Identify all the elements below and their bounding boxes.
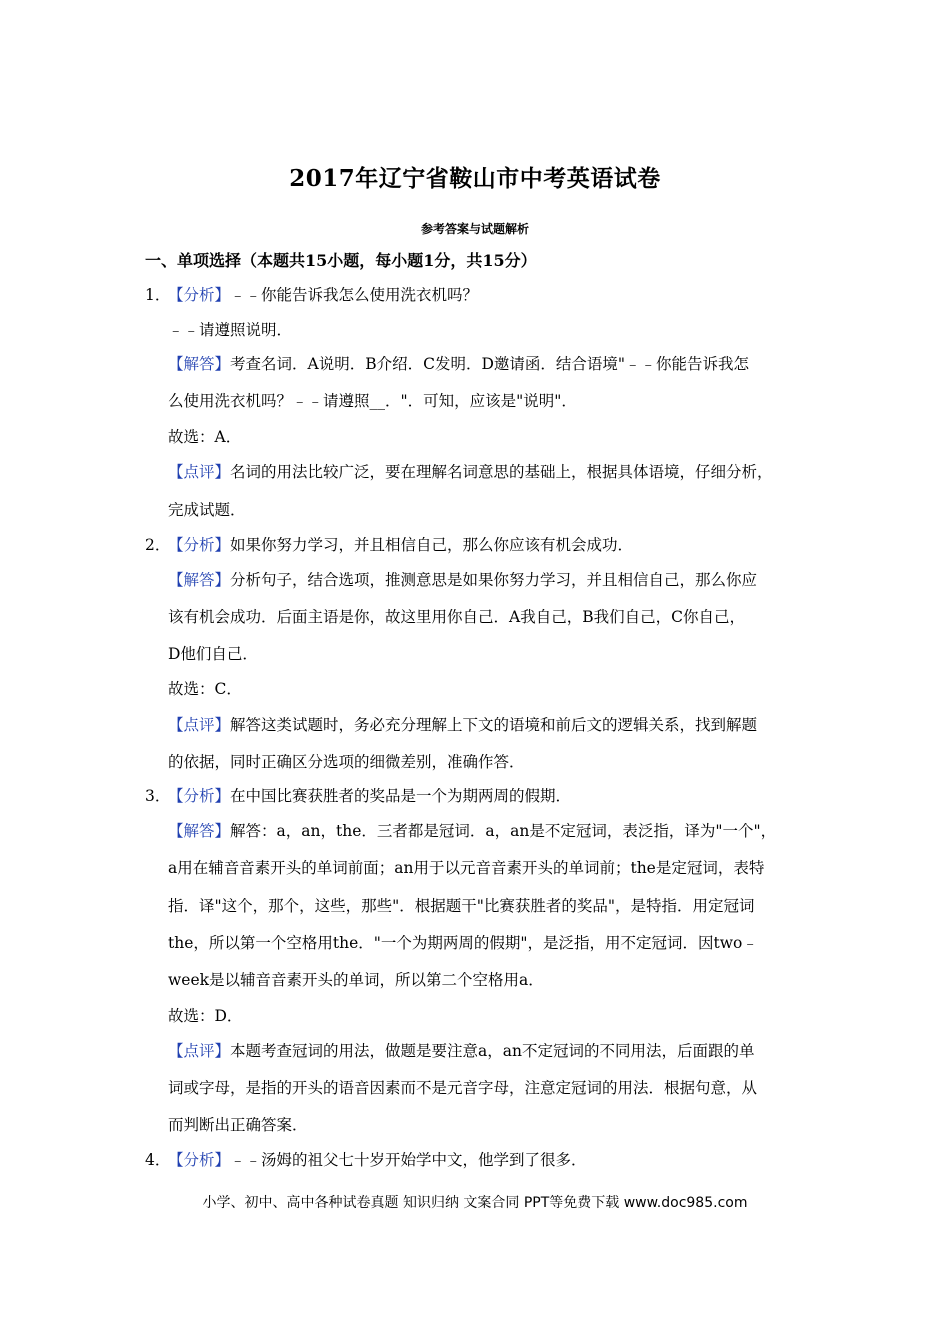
answer-text: a用在辅音音素开头的单词前面；an用于以元音音素开头的单词前；the是定冠词，表特 (168, 859, 765, 877)
comment-text: 名词的用法比较广泛，要在理解名词意思的基础上，根据具体语境，仔细分析， (230, 463, 773, 481)
answer-text: 解答：a，an，the．三者都是冠词．a，an是不定冠词，表泛指，译为"一个"， (230, 822, 777, 840)
answer-tag: 【解答】 (168, 571, 231, 589)
question-number: 2． (145, 536, 171, 554)
answer-text: D他们自己． (168, 645, 258, 663)
answer-text: week是以辅音音素开头的单词，所以第二个空格用a． (168, 971, 544, 989)
comment-text: 本题考查冠词的用法，做题是要注意a，an不定冠词的不同用法，后面跟的单 (230, 1042, 755, 1060)
comment-line (168, 462, 773, 482)
comment-line (168, 715, 757, 735)
analysis-text: ﹣﹣请遵照说明． (168, 321, 293, 339)
answer-line (168, 821, 776, 841)
answer-text: 指．译"这个，那个，这些，那些"．根据题干"比赛获胜者的奖品"，是特指．用定冠词 (168, 897, 755, 915)
analysis-tag: 【分析】 (168, 286, 231, 304)
comment-text: 而判断出正确答案． (168, 1116, 308, 1134)
analysis-line (168, 285, 478, 305)
answer-line (168, 570, 757, 590)
answer-text: 考查名词．A说明．B介绍．C发明．D邀请函．结合语境"﹣﹣你能告诉我怎 (230, 355, 750, 373)
question-number: 4． (145, 1151, 171, 1169)
answer-text: 么使用洗衣机吗？﹣﹣请遵照__．"．可知，应该是"说明"． (168, 392, 577, 410)
section-heading: 一、单项选择（本题共15小题，每小题1分，共15分） (145, 251, 537, 270)
analysis-text: ﹣﹣汤姆的祖父七十岁开始学中文，他学到了很多． (230, 1151, 587, 1169)
comment-line (168, 1041, 754, 1061)
choice-text: 故选：D． (168, 1007, 243, 1025)
answer-line (168, 354, 749, 374)
answer-tag: 【解答】 (168, 822, 231, 840)
page-subtitle: 参考答案与试题解析 (420, 222, 529, 236)
comment-text: 完成试题． (168, 501, 246, 519)
answer-text: 该有机会成功．后面主语是你，故这里用你自己．A我自己，B我们自己，C你自己， (168, 608, 745, 626)
page-title: 2017年辽宁省鞍山市中考英语试卷 (289, 165, 661, 192)
answer-text: the，所以第一个空格用the．"一个为期两周的假期"，是泛指，用不定冠词．因two﹣ (168, 934, 758, 952)
analysis-line (168, 535, 633, 555)
analysis-tag: 【分析】 (168, 787, 231, 805)
analysis-tag: 【分析】 (168, 536, 231, 554)
analysis-tag: 【分析】 (168, 1151, 231, 1169)
question-number: 3． (145, 787, 171, 805)
comment-text: 解答这类试题时，务必充分理解上下文的语境和前后文的逻辑关系，找到解题 (230, 716, 758, 734)
analysis-line (168, 786, 571, 806)
answer-tag: 【解答】 (168, 355, 231, 373)
comment-tag: 【点评】 (168, 463, 231, 481)
comment-tag: 【点评】 (168, 1042, 231, 1060)
analysis-text: 如果你努力学习，并且相信自己，那么你应该有机会成功． (230, 536, 634, 554)
question-number: 1． (145, 286, 171, 304)
comment-tag: 【点评】 (168, 716, 231, 734)
page-footer: 小学、初中、高中各种试卷真题 知识归纳 文案合同 PPT等免费下载 www.doc985.com (202, 1195, 748, 1211)
analysis-text: 在中国比赛获胜者的奖品是一个为期两周的假期． (230, 787, 572, 805)
choice-text: 故选：C． (168, 680, 242, 698)
choice-text: 故选：A． (168, 428, 242, 446)
analysis-text: ﹣﹣你能告诉我怎么使用洗衣机吗？ (230, 286, 479, 304)
comment-text: 的依据，同时正确区分选项的细微差别，准确作答． (168, 753, 525, 771)
analysis-line (168, 1150, 587, 1170)
comment-text: 词或字母，是指的开头的语音因素而不是元音字母，注意定冠词的用法．根据句意，从 (168, 1079, 758, 1097)
answer-text: 分析句子，结合选项，推测意思是如果你努力学习，并且相信自己，那么你应 (230, 571, 758, 589)
